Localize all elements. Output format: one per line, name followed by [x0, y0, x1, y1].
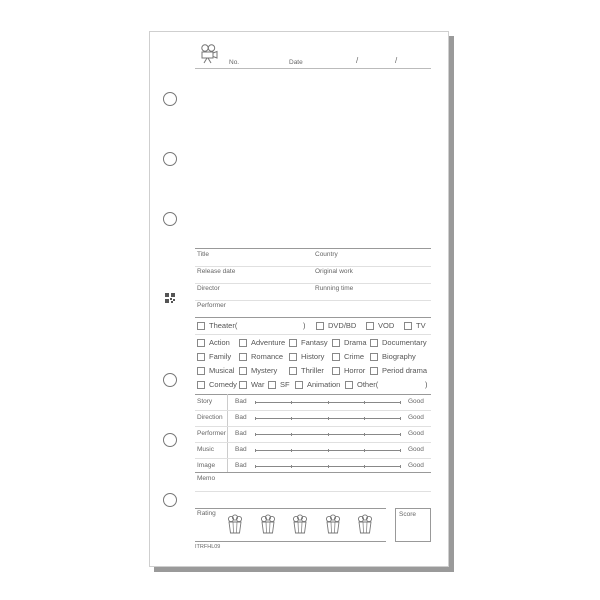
info-rule: [195, 300, 431, 301]
genre-label: Mystery: [251, 366, 278, 375]
evaluation-bottom-rule: [195, 472, 431, 473]
vod-checkbox[interactable]: [366, 322, 374, 330]
genre-checkbox-action[interactable]: [197, 339, 205, 347]
popcorn-icon[interactable]: [260, 514, 276, 534]
genre-label: Thriller: [301, 366, 324, 375]
genre-label: Romance: [251, 352, 284, 361]
performer-label: Performer: [197, 302, 226, 309]
binder-hole: [163, 373, 177, 387]
evaluation-scale[interactable]: [255, 434, 401, 435]
genre-checkbox-musical[interactable]: [197, 367, 205, 375]
tv-checkbox[interactable]: [404, 322, 412, 330]
date-separator: /: [356, 56, 359, 65]
evaluation-label: Direction: [197, 414, 223, 421]
evaluation-scale[interactable]: [255, 450, 401, 451]
theater-checkbox[interactable]: [197, 322, 205, 330]
evaluation-rule: [195, 426, 431, 427]
movie-camera-icon: [200, 44, 218, 64]
binder-hole: [163, 152, 177, 166]
evaluation-rule: [195, 458, 431, 459]
genre-checkbox-animation[interactable]: [295, 381, 303, 389]
genre-checkbox-thriller[interactable]: [289, 367, 297, 375]
score-label: Score: [399, 511, 416, 518]
evaluation-rule: [195, 410, 431, 411]
good-label: Good: [408, 414, 424, 421]
genre-label: Horror: [344, 366, 366, 375]
bad-label: Bad: [235, 398, 247, 405]
info-rule: [195, 283, 431, 284]
genre-label: Comedy: [209, 380, 237, 389]
tv-label: TV: [416, 321, 426, 330]
dvdbd-checkbox[interactable]: [316, 322, 324, 330]
header-rule: [195, 68, 431, 69]
genre-label: Family: [209, 352, 232, 361]
theater-close-paren: ): [303, 321, 306, 330]
evaluation-label: Performer: [197, 430, 226, 437]
genre-label: War: [251, 380, 265, 389]
evaluation-label: Music: [197, 446, 214, 453]
genre-checkbox-biography[interactable]: [370, 353, 378, 361]
good-label: Good: [408, 398, 424, 405]
binder-hole: [163, 433, 177, 447]
date-separator: /: [395, 56, 398, 65]
good-label: Good: [408, 430, 424, 437]
genre-label: Crime: [344, 352, 364, 361]
no-label: No.: [229, 59, 240, 66]
memo-rule: [195, 491, 431, 492]
genre-checkbox-adventure[interactable]: [239, 339, 247, 347]
genre-checkbox-romance[interactable]: [239, 353, 247, 361]
popcorn-icon[interactable]: [227, 514, 243, 534]
genre-checkbox-period-drama[interactable]: [370, 367, 378, 375]
genre-checkbox-other[interactable]: [345, 381, 353, 389]
genre-checkbox-mystery[interactable]: [239, 367, 247, 375]
popcorn-icon[interactable]: [325, 514, 341, 534]
genre-label: Period drama: [382, 366, 428, 375]
genre-checkbox-comedy[interactable]: [197, 381, 205, 389]
good-label: Good: [408, 446, 424, 453]
rating-bottom-rule: [195, 541, 386, 542]
genre-label: Adventure: [251, 338, 286, 347]
country-label: Country: [315, 251, 338, 258]
info-top-rule: [195, 248, 431, 249]
bad-label: Bad: [235, 462, 247, 469]
memo-label: Memo: [197, 475, 216, 482]
release-date-label: Release date: [197, 268, 236, 275]
popcorn-icon[interactable]: [292, 514, 308, 534]
genre-checkbox-crime[interactable]: [332, 353, 340, 361]
popcorn-icon[interactable]: [357, 514, 373, 534]
binder-hole: [163, 493, 177, 507]
bad-label: Bad: [235, 446, 247, 453]
genre-label: Documentary: [382, 338, 427, 347]
theater-label: Theater(: [209, 321, 238, 330]
other-close-paren: ): [425, 380, 428, 389]
genre-checkbox-war[interactable]: [239, 381, 247, 389]
evaluation-label: Image: [197, 462, 216, 469]
info-rule: [195, 266, 431, 267]
score-box[interactable]: [395, 508, 431, 542]
genre-checkbox-family[interactable]: [197, 353, 205, 361]
genre-label: Musical: [209, 366, 235, 375]
dvdbd-label: DVD/BD: [328, 321, 357, 330]
media-rule: [195, 334, 431, 335]
rating-label: Rating: [197, 510, 216, 517]
title-label: Title: [197, 251, 210, 258]
evaluation-scale[interactable]: [255, 418, 401, 419]
director-label: Director: [197, 285, 220, 292]
evaluation-scale[interactable]: [255, 402, 401, 403]
evaluation-label: Story: [197, 398, 213, 405]
product-code: ITRFHL09: [195, 544, 221, 550]
binder-hole: [163, 212, 177, 226]
genre-label: SF: [280, 380, 290, 389]
date-label: Date: [289, 59, 303, 66]
evaluation-rule: [195, 442, 431, 443]
bad-label: Bad: [235, 430, 247, 437]
bad-label: Bad: [235, 414, 247, 421]
genre-checkbox-documentary[interactable]: [370, 339, 378, 347]
genre-label: Animation: [307, 380, 341, 389]
genre-checkbox-horror[interactable]: [332, 367, 340, 375]
original-work-label: Original work: [315, 268, 353, 275]
genre-checkbox-sf[interactable]: [268, 381, 276, 389]
info-bottom-rule: [195, 317, 431, 318]
genre-label: History: [301, 352, 325, 361]
binder-hole: [163, 92, 177, 106]
genres-bottom-rule: [195, 394, 431, 395]
genre-label: Other(: [357, 380, 379, 389]
refill-sheet: [149, 31, 449, 567]
running-time-label: Running time: [315, 285, 354, 292]
vod-label: VOD: [378, 321, 395, 330]
genre-checkbox-drama[interactable]: [332, 339, 340, 347]
qr-code-icon: [165, 293, 175, 303]
rating-top-rule: [195, 508, 386, 509]
genre-label: Drama: [344, 338, 367, 347]
evaluation-divider: [227, 394, 228, 472]
genre-checkbox-history[interactable]: [289, 353, 297, 361]
good-label: Good: [408, 462, 424, 469]
genre-label: Biography: [382, 352, 416, 361]
genre-label: Action: [209, 338, 230, 347]
evaluation-scale[interactable]: [255, 466, 401, 467]
genre-checkbox-fantasy[interactable]: [289, 339, 297, 347]
genre-label: Fantasy: [301, 338, 328, 347]
